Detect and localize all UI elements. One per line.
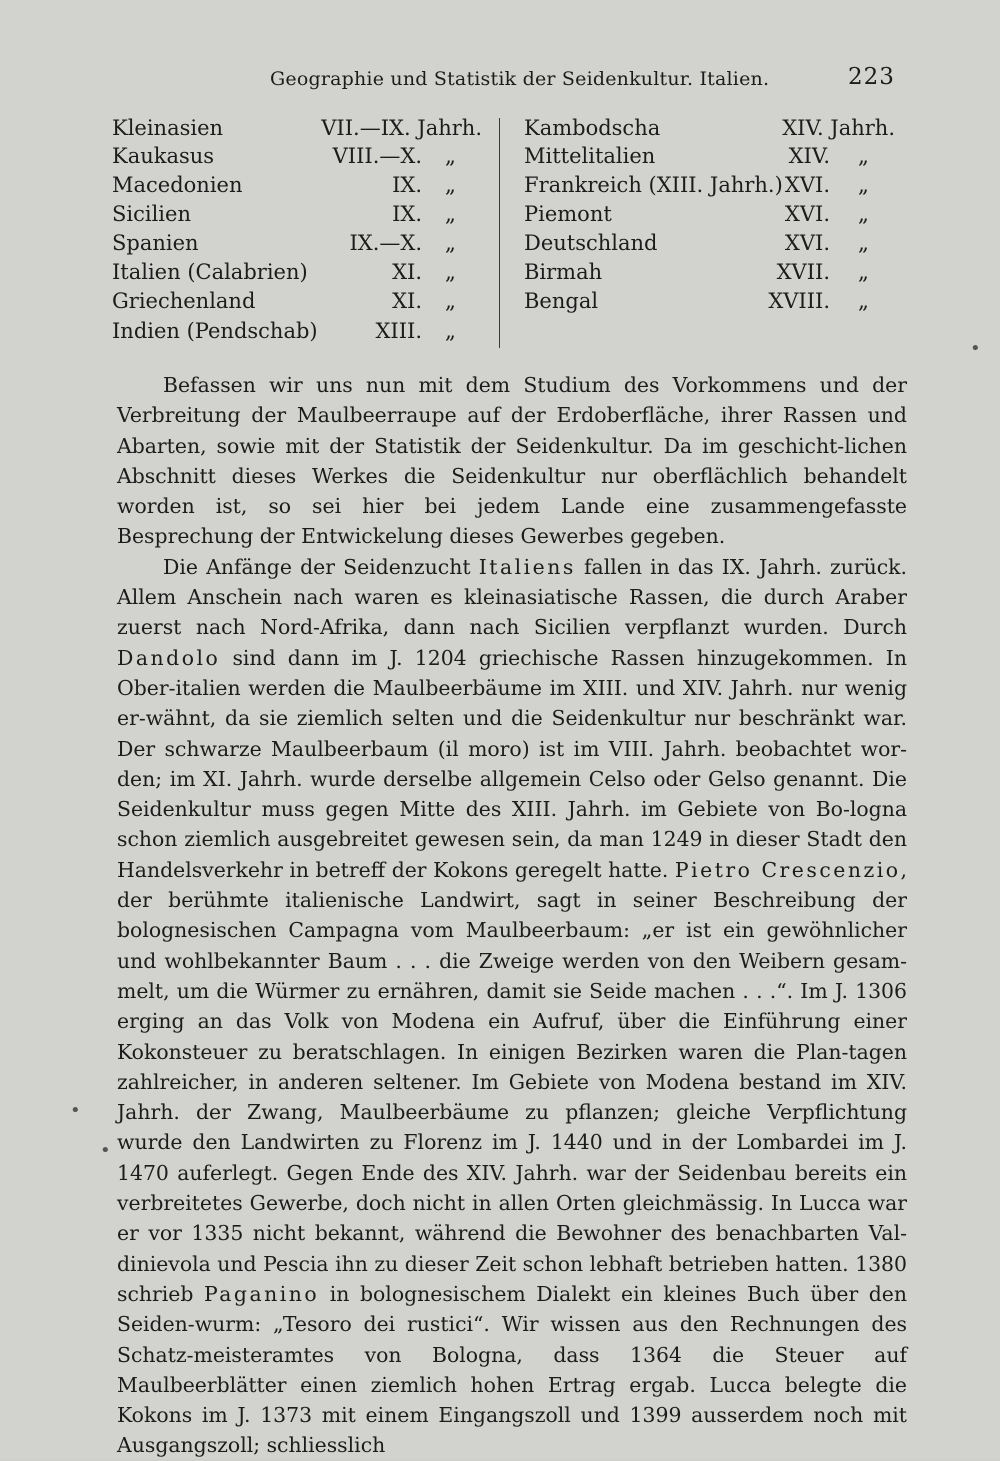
- ditto-mark: „: [445, 289, 456, 313]
- margin-mark: •: [70, 1100, 81, 1121]
- running-head: Geographie und Statistik der Seidenkultur. Italien.: [270, 68, 770, 90]
- century: XVI.: [784, 231, 830, 255]
- region-name: Kleinasien: [112, 116, 224, 140]
- paragraph-text: Befassen wir uns nun mit dem Studium des Vorkommens und der Verbreitung der Maulbeerraupe auf der Erdoberfläche, ihrer Rassen und Abarten, sowie mit der Statistik der Seidenkultur. Da im geschicht-lichen Abschnitt dieses Werkes die Seidenkultur nur oberflächlich behandelt worden ist, so sei hier bei jedem Lande eine zusammengefasste Besprechung der Entwickelung dieses Gewerbes gegeben.: [117, 373, 907, 549]
- region-name: Kaukasus: [112, 144, 215, 168]
- ditto-mark: „: [858, 231, 869, 255]
- margin-mark: •: [100, 1140, 111, 1161]
- margin-mark: •: [970, 338, 981, 359]
- region-name: Griechenland: [112, 289, 256, 313]
- emphasis-dandolo: Dandolo: [117, 645, 221, 670]
- paragraph-text: , der berühmte italienische Landwirt, sagt in seiner Beschreibung der bolognesischen Campagna vom Maulbeerbaum: „er ist ein gewöhnlicher und wohlbekannter Baum . . . die Zweige werden von den Weibern gesam-melt, um die Würmer zu ernähren, damit sie Seide machen . . .“. Im J. 1306 erging an das Volk von Modena ein Aufruf, über die Einführung einer Kokonsteuer zu beratschlagen. In einigen Bezirken waren die Plan-tagen zahlreicher, in anderen seltener. Im Gebiete von Modena bestand im XIV. Jahrh. der Zwang, Maulbeerbäume zu pflanzen; gleiche Verpflichtung wurde den Landwirten zu Florenz im J. 1440 und in der Lombardei im J. 1470 auferlegt. Gegen Ende des XIV. Jahrh. war der Seidenbau bereits ein verbreitetes Gewerbe, doch nicht in allen Orten gleichmässig. In Lucca war er vor 1335 nicht bekannt, während die Bewohner des benachbarten Val-dinievola und Pescia ihn zu dieser Zeit schon lebhaft betrieben hatten. 1380 schrieb: [117, 857, 907, 1306]
- ditto-mark: „: [858, 260, 869, 284]
- body-text: [117, 370, 907, 1461]
- century: XI.: [392, 289, 422, 313]
- emphasis-paganino: Paganino: [203, 1281, 320, 1306]
- region-name: Frankreich (XIII. Jahrh.): [524, 173, 783, 197]
- paragraph-text: sind dann im J. 1204 griechische Rassen hinzugekommen. In Ober-italien werden die Maulbeerbäume im XIII. und XIV. Jahrh. nur wenig er-wähnt, da sie ziemlich selten und die Seidenkultur nur beschränkt war. Der schwarze Maulbeerbaum (il moro) ist im VIII. Jahrh. beobachtet wor-den; im XI. Jahrh. wurde derselbe allgemein Celso oder Gelso genannt. Die Seidenkultur muss gegen Mitte des XIII. Jahrh. im Gebiete von Bo-logna schon ziemlich ausgebreitet gewesen sein, da man 1249 in dieser Stadt den Handelsverkehr in betreff der Kokons geregelt hatte.: [117, 645, 907, 882]
- ditto-mark: „: [858, 144, 869, 168]
- table-divider: [499, 118, 500, 348]
- page-header: [0, 64, 1000, 98]
- century: IX.: [392, 173, 422, 197]
- emphasis-crescenzio: Pietro Crescenzio: [674, 857, 901, 882]
- paragraph-text: fallen in das IX. Jahrh. zurück. Allem Anschein nach waren es kleinasiatische Rassen, die durch Araber zuerst nach Nord-Afrika, dann nach Sicilien verpflanzt wurden. Durch: [117, 554, 907, 640]
- ditto-mark: „: [445, 319, 456, 343]
- region-name: Sicilien: [112, 202, 191, 226]
- century: XIV.: [788, 144, 830, 168]
- century: XI.: [392, 260, 422, 284]
- region-name: Kambodscha: [524, 116, 661, 140]
- page-number: 223: [848, 64, 895, 90]
- century: XIV. Jahrh.: [782, 116, 895, 140]
- ditto-mark: „: [858, 202, 869, 226]
- paragraph-text: Die Anfänge der Seidenzucht: [163, 554, 479, 579]
- century: XVIII.: [768, 289, 830, 313]
- region-name: Italien (Calabrien): [112, 260, 308, 284]
- ditto-mark: „: [445, 231, 456, 255]
- ditto-mark: „: [445, 202, 456, 226]
- century: IX.—X.: [349, 231, 422, 255]
- ditto-mark: „: [858, 173, 869, 197]
- ditto-mark: „: [445, 173, 456, 197]
- region-name: Deutschland: [524, 231, 658, 255]
- century: XVI.: [784, 202, 830, 226]
- emphasis-italiens: Italiens: [478, 554, 576, 579]
- paragraph: [117, 370, 907, 552]
- region-name: Spanien: [112, 231, 199, 255]
- century: VIII.—X.: [332, 144, 422, 168]
- century: VII.—IX. Jahrh.: [321, 116, 482, 140]
- ditto-mark: „: [445, 144, 456, 168]
- paragraph: [117, 552, 907, 1461]
- century: XIII.: [375, 319, 422, 343]
- region-name: Indien (Pendschab): [112, 319, 318, 343]
- century: XVI.: [784, 173, 830, 197]
- century-table: [0, 112, 1000, 352]
- region-name: Bengal: [524, 289, 599, 313]
- region-name: Birmah: [524, 260, 603, 284]
- ditto-mark: „: [858, 289, 869, 313]
- century: XVII.: [776, 260, 830, 284]
- paragraph-text: in bolognesischem Dialekt ein kleines Buch über den Seiden-wurm: „Tesoro dei rustici“. Wir wissen aus den Rechnungen des Schatz-meisteramtes von Bologna, dass 1364 die Steuer auf Maulbeerblätter einen ziemlich hohen Ertrag ergab. Lucca belegte die Kokons im J. 1373 mit einem Eingangszoll und 1399 ausserdem noch mit Ausgangszoll; schliesslich: [117, 1281, 907, 1458]
- region-name: Piemont: [524, 202, 612, 226]
- ditto-mark: „: [445, 260, 456, 284]
- region-name: Mittelitalien: [524, 144, 656, 168]
- region-name: Macedonien: [112, 173, 243, 197]
- century: IX.: [392, 202, 422, 226]
